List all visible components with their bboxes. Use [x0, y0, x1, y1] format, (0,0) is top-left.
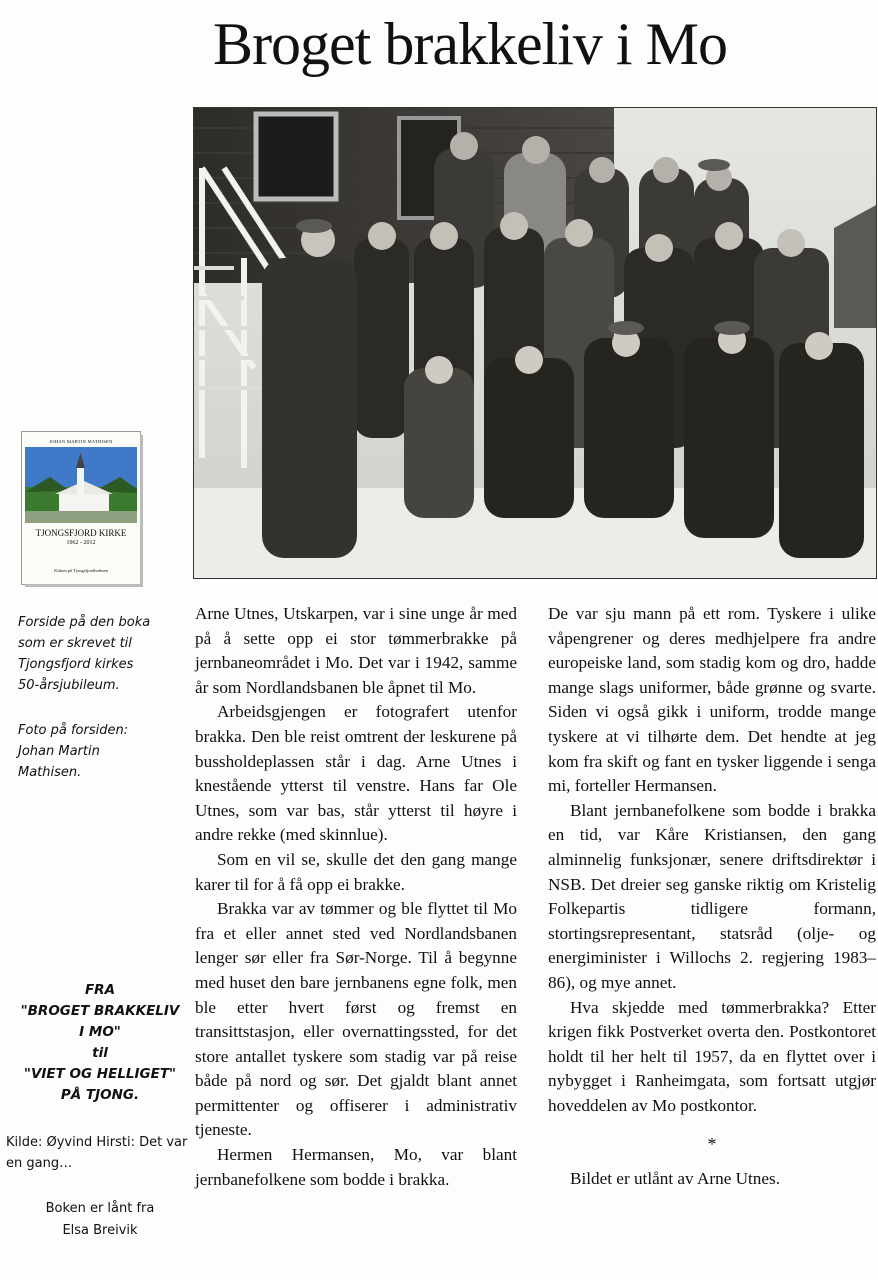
caption-line: 50-årsjubileum.	[18, 678, 120, 693]
book-subtitle: Kirken på Tjongsfjordholmen	[54, 568, 108, 573]
paragraph: Brakka var av tømmer og ble flyttet til Mo fra et eller annet sted ved Nordlandsbanen lenger sør eller fra Sør-Norge. Til å begynne med huset den bare jernbanens egne folk, men ble etter hvert først og fremst en transittstasjon, eller overnattingssted, for det store antallet tyskere som stadig var på reise både på nord og sør. Det gjaldt blant annet permittenter og offiserer i administrativ tjeneste.	[195, 899, 517, 1140]
from-line: FRA	[84, 982, 116, 998]
caption-line: Johan Martin	[18, 744, 100, 759]
book-title: TJONGSFJORD KIRKE	[35, 528, 127, 538]
caption-line: Foto på forsiden:	[18, 723, 129, 738]
paragraph: Blant jernbanefolkene som bodde i brakka en tid, var Kåre Kristiansen, den gang alminnelig funksjonær, senere driftsdirektør i NSB. Det dreier seg ganske riktig om Kristelig Folkepartis tidligere formann, stortingsrepresentant, statsråd (olje- og energiminister i Willochs 2. regjering 1983–86), og mye annet.	[548, 800, 876, 992]
photo-credit: Bildet er utlånt av Arne Utnes.	[570, 1169, 781, 1189]
paragraph: Hermen Hermansen, Mo, var blant jernbanefolkene som bodde i brakka.	[195, 1145, 517, 1189]
from-line: "VIET OG HELLIGET"	[23, 1066, 177, 1082]
caption-line: som er skrevet til	[18, 636, 132, 651]
lent-note	[10, 1198, 190, 1242]
paragraph: De var sju mann på ett rom. Tyskere i ulike våpengrener og deres medhjelpere fra andre europeiske land, som stadig kom og dro, hadde mange slags uniformer, både grønne og svarte. Siden vi også gikk i uniform, trodde mange tyskere at vi tilhørte dem. Det hendte at jeg kom fra skift og fant en tysker liggende i senga mi, forteller Hermansen.	[548, 604, 876, 796]
church-photo	[25, 447, 137, 523]
from-block	[10, 980, 190, 1106]
paragraph: Arne Utnes, Utskarpen, var i sine unge år med på å sette opp ei stor tømmerbrakke på jernbaneområdet i Mo. Det var i 1942, samme år som Nordlandsbanen ble åpnet til Mo.	[195, 604, 517, 697]
group-photo	[193, 107, 877, 579]
caption-line: Mathisen.	[18, 765, 82, 780]
book-cover	[22, 432, 140, 584]
from-line: PÅ TJONG.	[60, 1087, 140, 1103]
book-years: 1962 - 2012	[66, 540, 96, 546]
book-caption	[18, 612, 198, 696]
group-photo-image	[194, 108, 877, 579]
lent-line: Elsa Breivik	[62, 1223, 138, 1238]
caption-line: Tjongsfjord kirkes	[18, 657, 134, 672]
page-title: Broget brakkeliv i Mo	[213, 11, 727, 77]
photo-credit-caption	[18, 720, 198, 783]
from-line: "BROGET BRAKKELIV	[20, 1003, 180, 1019]
from-line: I MO"	[79, 1024, 121, 1040]
paragraph: Hva skjedde med tømmerbrakka? Etter krigen fikk Postverket overta den. Postkontoret holdt til her helt til 1957, da en flyttet over i nybygget i Ranheimgata, som fortsatt utgjør hoveddelen av Mo postkontor.	[548, 997, 876, 1115]
section-separator: *	[707, 1134, 717, 1155]
article-column-1	[195, 602, 517, 1192]
paragraph: Arbeidsgjengen er fotografert utenfor brakka. Den ble reist omtrent der leskurene på bussholdeplassen står i dag. Arne Utnes i knestående ytterst til venstre. Hans far Ole Utnes, som var bas, står ytterst til høyre i andre rekke (med skinnlue).	[195, 702, 517, 845]
from-line: til	[92, 1045, 108, 1061]
source-note: Kilde: Øyvind Hirsti: Det var en gang…	[6, 1135, 188, 1171]
lent-line: Boken er lånt fra	[45, 1201, 155, 1216]
book-author: JOHAN MARTIN MATHISEN	[49, 439, 113, 444]
article-column-2	[548, 602, 876, 1192]
caption-line: Forside på den boka	[18, 615, 151, 630]
paragraph: Som en vil se, skulle det den gang mange karer til for å få opp ei brakke.	[195, 849, 517, 894]
